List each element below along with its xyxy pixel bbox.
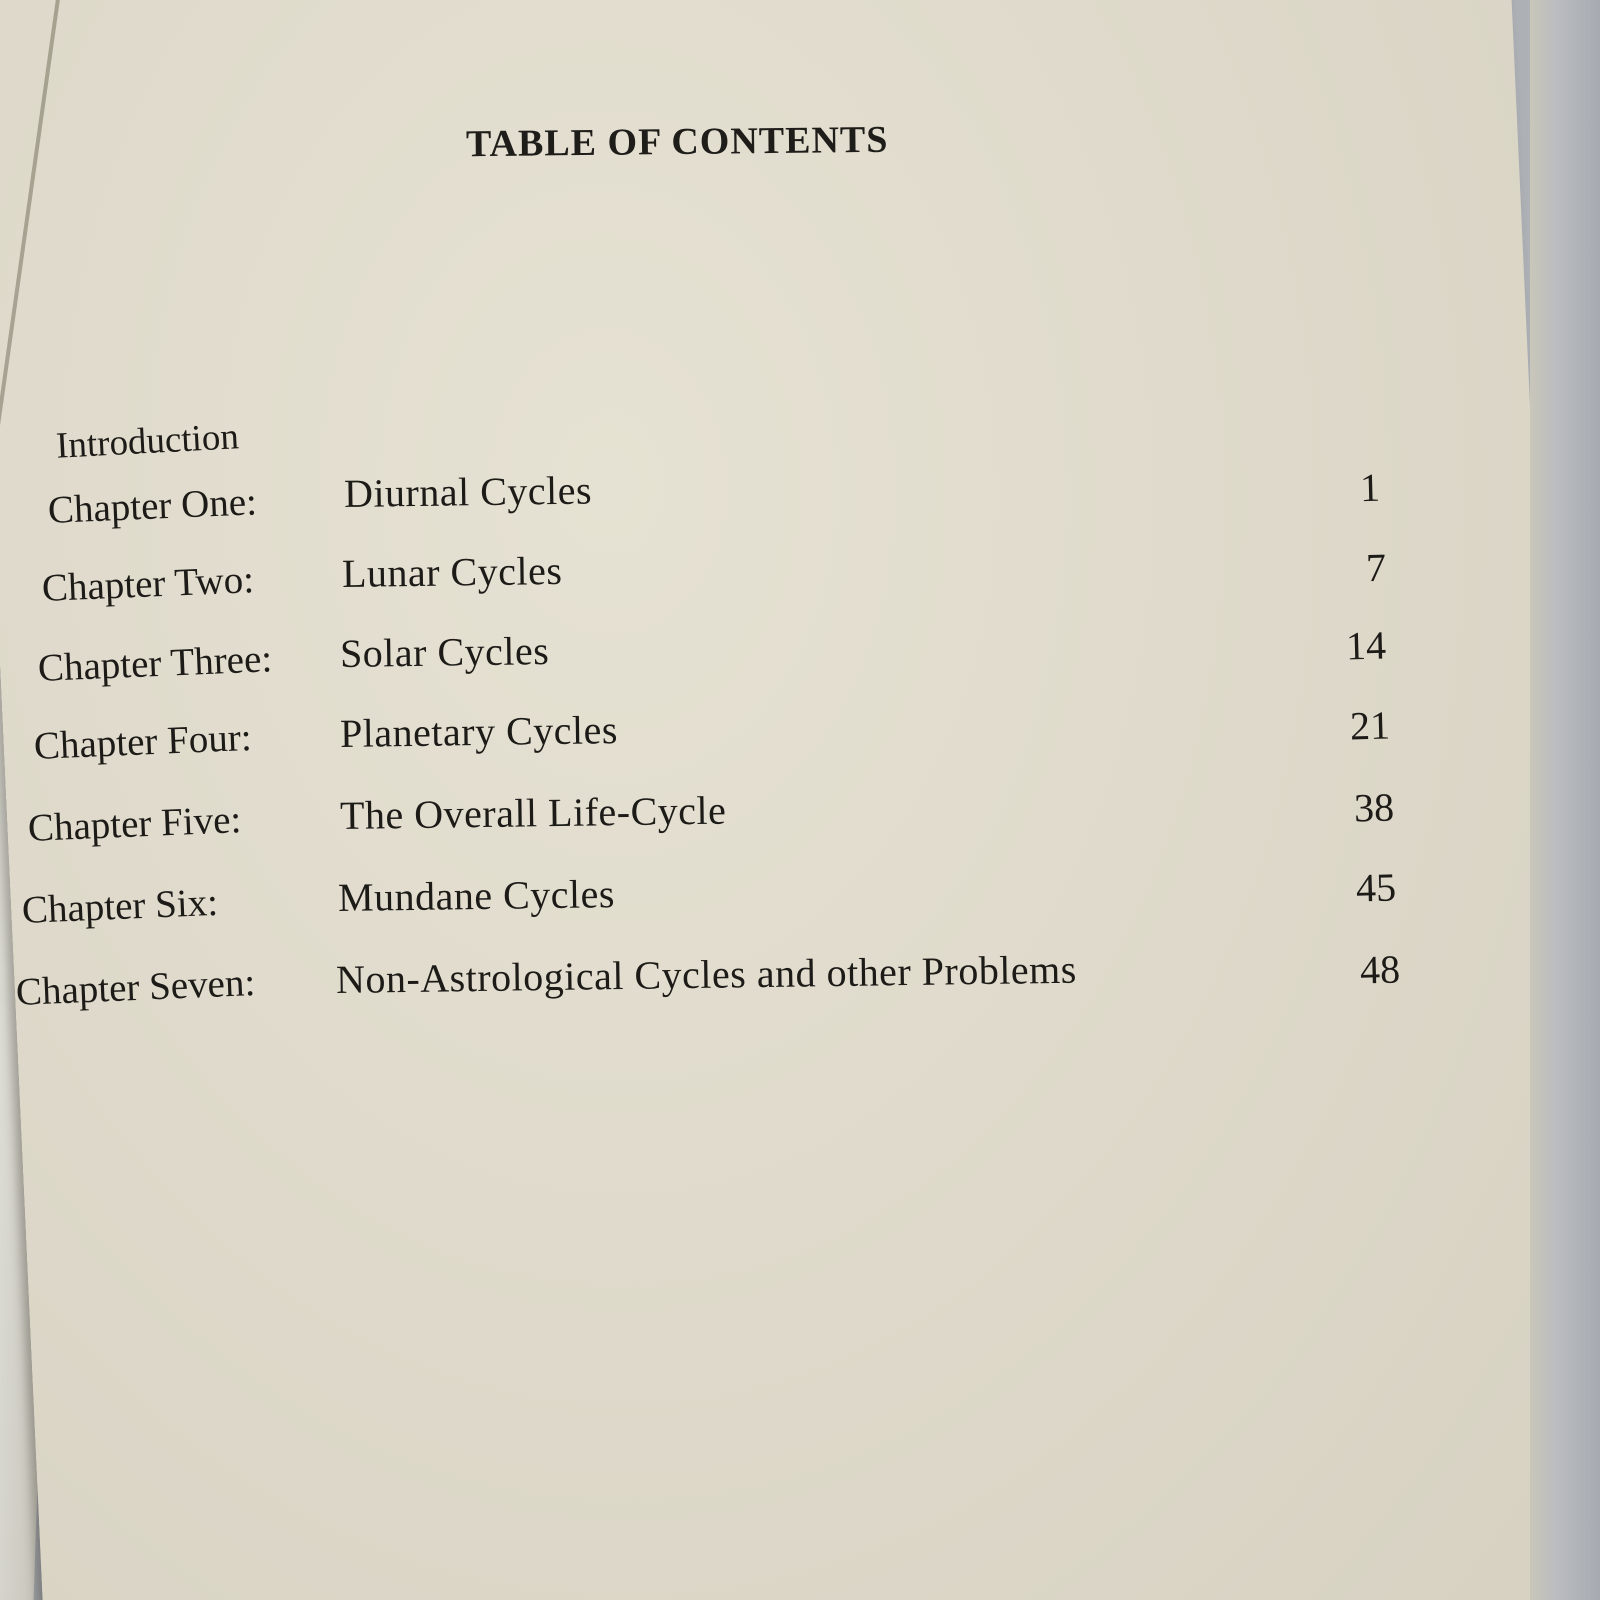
chapter-label: Chapter Four: [33, 715, 253, 768]
chapter-title: Non-Astrological Cycles and other Problems [335, 946, 1078, 1002]
chapter-label: Chapter Seven: [15, 960, 257, 1014]
toc-row [0, 784, 1600, 850]
chapter-label: Chapter Five: [27, 798, 243, 850]
chapter-title: Lunar Cycles [341, 547, 563, 596]
toc-row [0, 702, 1600, 768]
chapter-title: The Overall Life-Cycle [339, 787, 727, 838]
toc-row [0, 544, 1600, 610]
chapter-label: Chapter Two: [41, 558, 255, 610]
page-number: 48 [1359, 946, 1401, 993]
toc-introduction: Introduction [55, 416, 240, 467]
chapter-title: Planetary Cycles [339, 707, 619, 756]
chapter-label: Chapter Six: [21, 880, 219, 932]
page-number: 38 [1353, 784, 1395, 831]
page-number: 14 [1345, 622, 1387, 669]
page-number: 45 [1355, 864, 1397, 911]
toc-row [0, 464, 1600, 532]
chapter-label: Chapter One: [47, 480, 258, 532]
chapter-title: Solar Cycles [339, 628, 550, 676]
toc-row [0, 946, 1600, 1014]
toc-row [0, 864, 1600, 932]
chapter-title: Mundane Cycles [337, 871, 616, 920]
chapter-label: Chapter Three: [37, 637, 273, 690]
chapter-title: Diurnal Cycles [343, 467, 593, 516]
page-number: 7 [1365, 544, 1387, 591]
page-title: TABLE OF CONTENTS [465, 118, 889, 166]
page-number: 1 [1359, 464, 1381, 511]
toc-row [0, 622, 1600, 690]
page-number: 21 [1349, 702, 1391, 749]
